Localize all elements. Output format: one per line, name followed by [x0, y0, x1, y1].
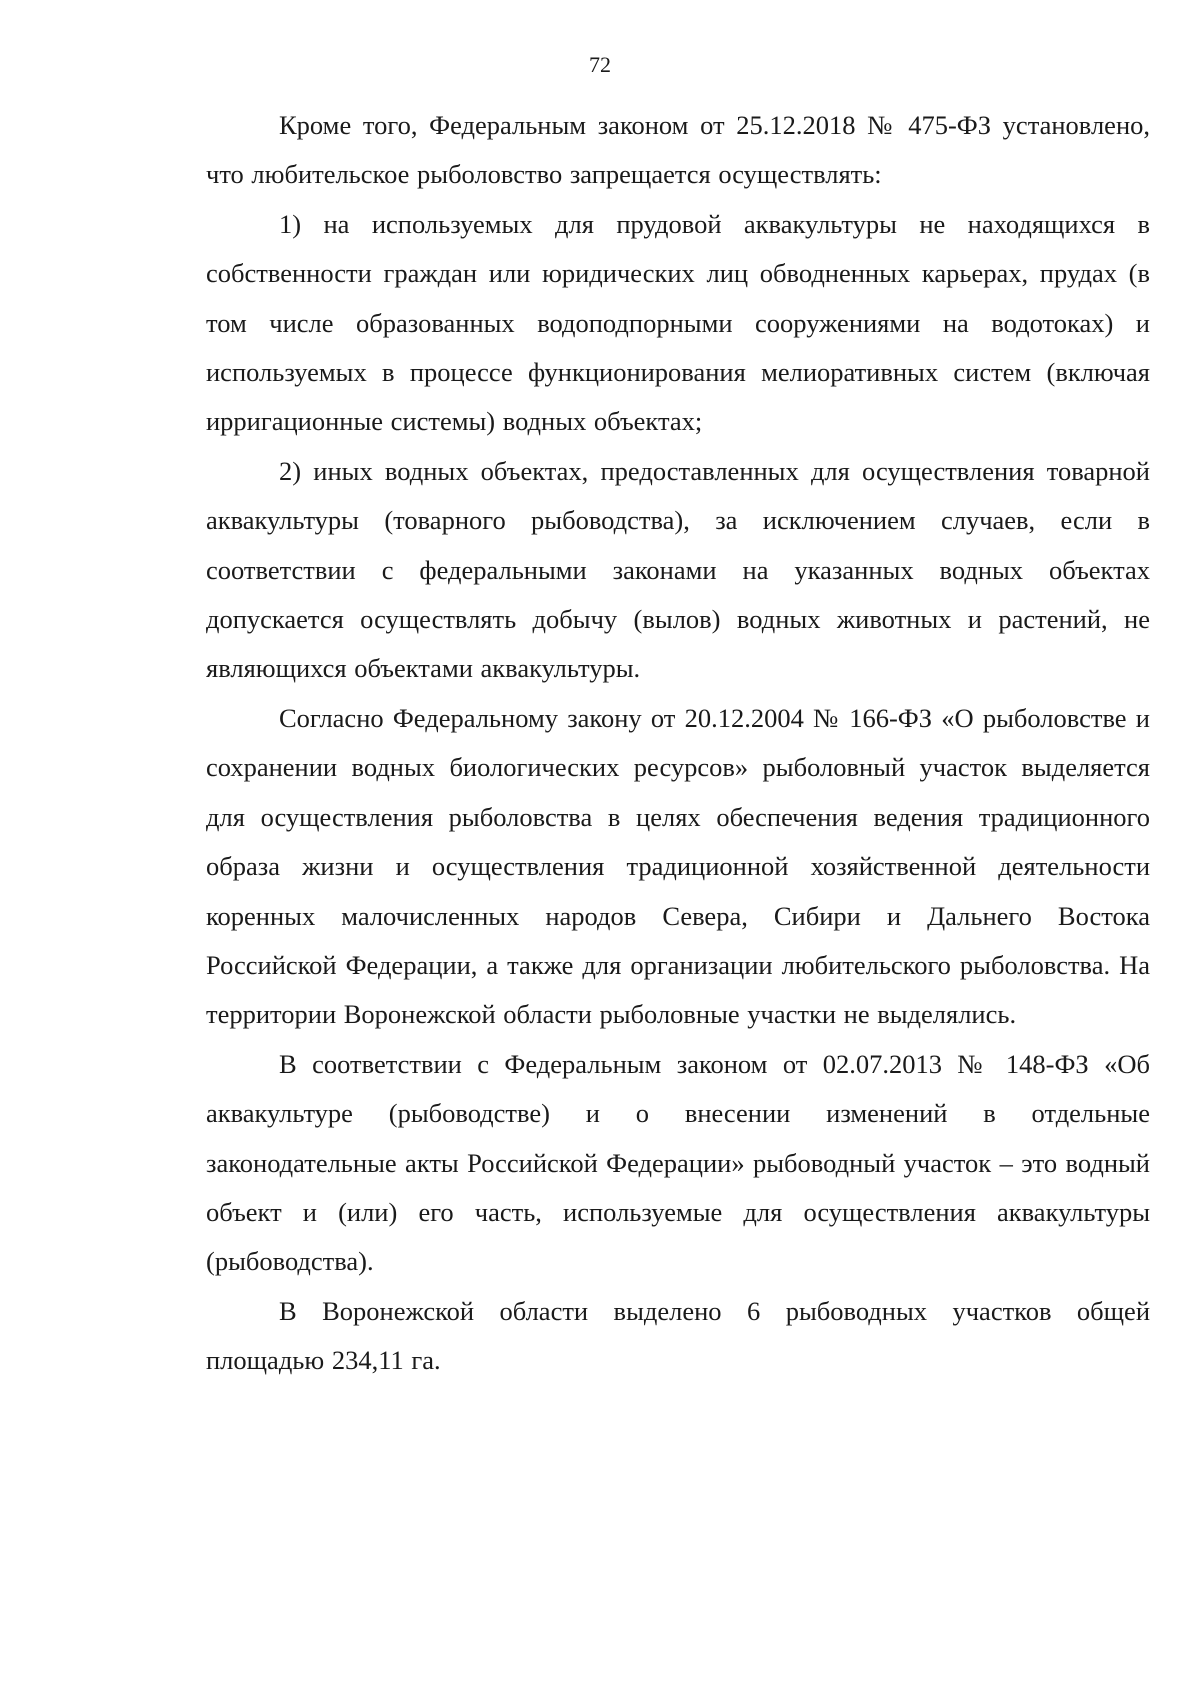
- paragraph-6: В Воронежской области выделено 6 рыбоводных участков общей площадью 234,11 га.: [206, 1295, 1150, 1376]
- paragraph-3: 2) иных водных объектах, предоставленных для осуществления товарной аквакультуры (товарного рыбоводства), за исключением случаев, если в соответствии с федеральными законами на указанных водных объектах допускается осуществлять добычу (вылов) водных животных и растений, не являющихся объектами аквакультуры.: [206, 455, 1150, 684]
- paragraph-2: 1) на используемых для прудовой аквакультуры не находящихся в собственности граждан или юридических лиц обводненных карьерах, прудах (в том числе образованных водоподпорными сооружениями на водотоках) и используемых в процессе функционирования мелиоративных систем (включая ирригационные системы) водных объектах;: [206, 208, 1150, 437]
- paragraph-4: Согласно Федеральному закону от 20.12.2004 № 166-ФЗ «О рыболовстве и сохранении водных биологических ресурсов» рыболовный участок выделяется для осуществления рыболовства в целях обеспечения ведения традиционного образа жизни и осуществления традиционной хозяйственной деятельности коренных малочисленных народов Севера, Сибири и Дальнего Востока Российской Федерации, а также для организации любительского рыболовства. На территории Воронежской области рыболовные участки не выделялись.: [206, 702, 1150, 1030]
- paragraph-1: Кроме того, Федеральным законом от 25.12.2018 № 475-ФЗ установлено, что любительское рыболовство запрещается осуществлять:: [206, 110, 1150, 190]
- document-body: [206, 101, 1150, 1386]
- page-number: 72: [589, 52, 611, 77]
- paragraph-5: В соответствии с Федеральным законом от 02.07.2013 № 148-ФЗ «Об аквакультуре (рыбоводстве) и о внесении изменений в отдельные законодательные акты Российской Федерации» рыбоводный участок – это водный объект и (или) его часть, используемые для осуществления аквакультуры (рыбоводства).: [206, 1048, 1150, 1277]
